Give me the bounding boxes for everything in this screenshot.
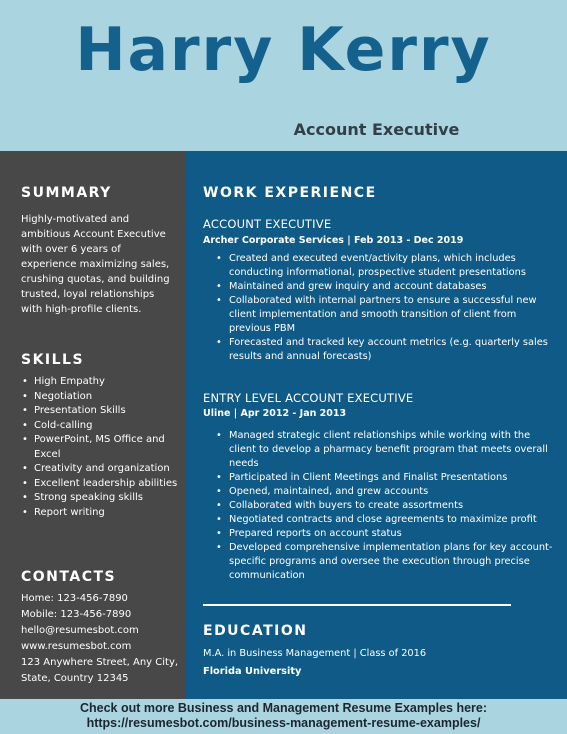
- footer-link[interactable]: https://resumesbot.com/business-management-resume-examples/: [86, 716, 481, 730]
- job-title: ACCOUNT EXECUTIVE: [203, 217, 332, 231]
- summary-text: Highly-motivated and ambitious Account Executive with over 6 years of experience maximizing sales, crushing quotas, and building trusted, loyal relationships with high-profile clients.: [21, 214, 170, 315]
- contact-email[interactable]: hello@resumesbot.com: [21, 625, 139, 636]
- duty-item: • Developed comprehensive implementation plans for key account-specific programs and oversee the execution through precise communication: [216, 541, 556, 583]
- main-content: [186, 151, 567, 699]
- work-heading: WORK EXPERIENCE: [203, 185, 377, 201]
- contact-home: Home: 123-456-7890: [21, 593, 128, 604]
- skill-item: • Cold-calling: [21, 419, 181, 434]
- sidebar: [0, 151, 186, 699]
- contacts-list: [21, 591, 181, 687]
- skills-heading: SKILLS: [21, 352, 85, 368]
- job-duties: [216, 252, 556, 364]
- skill-item: • Report writing: [21, 506, 181, 521]
- duty-item: • Opened, maintained, and grew accounts: [216, 485, 556, 499]
- section-divider: [203, 604, 511, 606]
- skill-item: • PowerPoint, MS Office and Excel: [21, 433, 181, 462]
- footer-text: Check out more Business and Management Resume Examples here:: [79, 701, 488, 715]
- education-degree: M.A. in Business Management | Class of 2016: [203, 648, 427, 659]
- contact-website[interactable]: www.resumesbot.com: [21, 641, 132, 652]
- job-duties: [216, 429, 556, 583]
- resume-header: [0, 0, 567, 151]
- skill-item: • Excellent leadership abilities: [21, 477, 181, 492]
- contacts-heading: CONTACTS: [21, 569, 117, 585]
- contact-mobile: Mobile: 123-456-7890: [21, 609, 132, 620]
- skill-item: • Presentation Skills: [21, 404, 181, 419]
- summary-heading: SUMMARY: [21, 185, 112, 201]
- skill-item: • Negotiation: [21, 390, 181, 405]
- job-meta: Archer Corporate Services | Feb 2013 - Dec 2019: [203, 235, 464, 246]
- footer-banner: [0, 699, 567, 734]
- candidate-title: Account Executive: [293, 120, 460, 139]
- education-heading: EDUCATION: [203, 623, 308, 639]
- duty-item: • Maintained and grew inquiry and account databases: [216, 280, 556, 294]
- job-meta: Uline | Apr 2012 - Jan 2013: [203, 408, 347, 419]
- duty-item: • Created and executed event/activity plans, which includes conducting informational, prospective student presentations: [216, 252, 556, 280]
- skill-item: • Strong speaking skills: [21, 491, 181, 506]
- duty-item: • Collaborated with internal partners to ensure a successful new client implementation and smooth transition of client from previous PBM: [216, 294, 556, 336]
- duty-item: • Negotiated contracts and close agreements to maximize profit: [216, 513, 556, 527]
- duty-item: • Participated in Client Meetings and Finalist Presentations: [216, 471, 556, 485]
- job-title: ENTRY LEVEL ACCOUNT EXECUTIVE: [203, 391, 414, 405]
- skills-list: [21, 375, 181, 520]
- duty-item: • Forecasted and tracked key account metrics (e.g. quarterly sales results and annual forecasts): [216, 336, 556, 364]
- education-school: Florida University: [203, 666, 302, 677]
- duty-item: • Prepared reports on account status: [216, 527, 556, 541]
- skill-item: • High Empathy: [21, 375, 181, 390]
- contact-address: 123 Anywhere Street, Any City, State, Country 12345: [21, 657, 179, 684]
- candidate-name: Harry Kerry: [75, 15, 492, 85]
- duty-item: • Collaborated with buyers to create assortments: [216, 499, 556, 513]
- duty-item: • Managed strategic client relationships while working with the client to develop a pharmacy benefit program that meets overall needs: [216, 429, 556, 471]
- skill-item: • Creativity and organization: [21, 462, 181, 477]
